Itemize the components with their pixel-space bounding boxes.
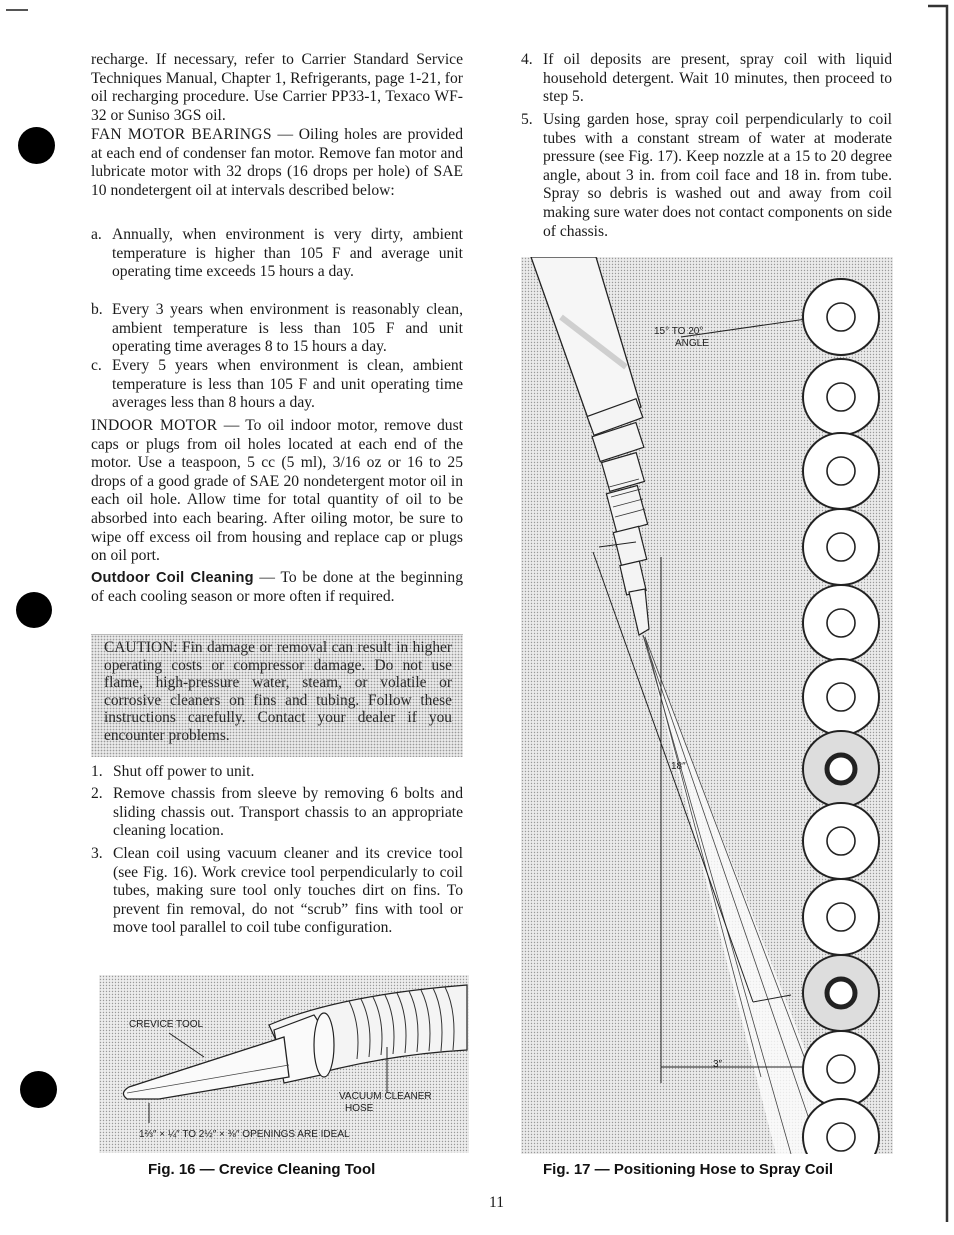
list-item: 1. Shut off power to unit. xyxy=(91,763,255,780)
paragraph-outdoor-coil: Outdoor Coil Cleaning — To be done at the beginning of each cooling season or more often if required. xyxy=(91,569,464,605)
figure-16-illustration xyxy=(99,975,469,1155)
list-item: 2. Remove chassis from sleeve by removing 6 bolts and sliding chassis out. Transport chassis to an appropriate cleaning location. xyxy=(91,785,463,840)
binder-hole xyxy=(18,127,55,164)
label-18-in: 18″ xyxy=(671,761,686,772)
list-item: 3. Clean coil using vacuum cleaner and its crevice tool (see Fig. 16). Work crevice tool perpendicularly to coil tubes, making sure tool only touches dirt on fins. To prevent fin removal, do not “scrub” fins with tool or move tool parallel to coil tube configuration. xyxy=(91,845,463,937)
header-rule xyxy=(6,9,28,11)
caution-box xyxy=(91,634,463,757)
paragraph-recharge: recharge. If necessary, refer to Carrier Standard Service Techniques Manual, Chapter 1, Refrigerants, page 1-21, for oil recharging procedure. Use Carrier PP33-1, Texaco WF-32 or Suniso 3GS oil. xyxy=(91,51,463,124)
right-margin-rule xyxy=(920,0,954,1235)
label-vacuum-hose: VACUUM CLEANER xyxy=(339,1091,432,1102)
indoor-motor-text: To oil indoor motor, remove dust caps or plugs from oil holes located at each end of the motor. Use a teaspoon, 5 cc (5 ml), 3/16 oz or 16 to 25 drops of a good grade of SAE 20 nondetergent motor oil in each oil hole. Allow time for total quantity of oil to be absorbed into each bearing. After oiling motor, be sure to wipe off excess oil from housing and replace cap or plugs on oil port. xyxy=(91,417,464,565)
list-item: 5. Using garden hose, spray coil perpendicularly to coil tubes with a constant stream of water at moderate pressure (see Fig. 17). Keep nozzle at a 15 to 20 degree angle, about 3 in. from coil face and 18 in. from tube. Spray so debris is washed out and away from coil making sure water does not contact components on side of chassis. xyxy=(521,111,892,240)
outdoor-coil-heading: Outdoor Coil Cleaning xyxy=(91,570,254,586)
binder-hole xyxy=(16,592,52,628)
list-item: 4. If oil deposits are present, spray coil with liquid household detergent. Wait 10 minutes, then proceed to step 5. xyxy=(521,51,892,106)
outdoor-coil-text: To be done at the beginning of each cooling season or more often if required. xyxy=(91,569,464,605)
paragraph-indoor-motor: INDOOR MOTOR — To oil indoor motor, remove dust caps or plugs from oil holes located at each end of the motor. Use a teaspoon, 5 cc (5 ml), 3/16 oz or 16 to 25 drops of a good grade of SAE 20 nondetergent motor oil in each oil hole. Allow time for total quantity of oil to be absorbed into each bearing. After oiling motor, be sure to wipe off excess oil from housing and replace cap or plugs on oil port. xyxy=(91,417,464,565)
list-item: c. Every 5 years when environment is clean, ambient temperature is less than 105 F and unit operating time averages less than 8 hours a day. xyxy=(91,357,463,412)
list-item: b. Every 3 years when environment is reasonably clean, ambient temperature is less than 105 F and unit operating time averages 8 to 15 hours a day. xyxy=(91,301,463,356)
figure-16-caption: Fig. 16 — Crevice Cleaning Tool xyxy=(148,1161,376,1178)
binder-hole xyxy=(20,1071,57,1108)
figure-17-caption: Fig. 17 — Positioning Hose to Spray Coil xyxy=(543,1161,834,1178)
label-openings: 1⅔″ × ¼″ TO 2½″ × ⅜″ OPENINGS ARE IDEAL xyxy=(139,1129,350,1140)
indoor-motor-heading: INDOOR MOTOR xyxy=(91,417,218,434)
label-angle: 15° TO 20° xyxy=(654,326,704,337)
page-number: 11 xyxy=(489,1194,505,1211)
caution-text: CAUTION: Fin damage or removal can result in higher operating costs or compressor damage. Do not use flame, high-pressure water, steam, or volatile or corrosive cleaners on fins and tubing. Follow these instructions carefully. Contact your dealer if you encounter problems. xyxy=(104,639,452,744)
figure-17-illustration xyxy=(521,257,894,1154)
label-vacuum-hose-2: HOSE xyxy=(345,1103,374,1114)
label-angle-2: ANGLE xyxy=(675,338,709,349)
label-3-in: 3″ xyxy=(713,1059,723,1070)
paragraph-fan-motor: FAN MOTOR BEARINGS — Oiling holes are provided at each end of condenser fan motor. Remove fan motor and lubricate motor with 32 drops (16 drops per hole) of SAE 10 nondetergent oil at intervals described below: xyxy=(91,126,464,199)
fan-motor-heading: FAN MOTOR BEARINGS xyxy=(91,126,272,143)
list-item: a. Annually, when environment is very dirty, ambient temperature is higher than 105 F and average unit operating time exceeds 15 hours a day. xyxy=(91,226,463,281)
fan-motor-text: Oiling holes are provided at each end of condenser fan motor. Remove fan motor and lubricate motor with 32 drops (16 drops per hole) of SAE 10 nondetergent oil at intervals described below: xyxy=(91,126,464,199)
label-crevice-tool: CREVICE TOOL xyxy=(129,1019,204,1030)
